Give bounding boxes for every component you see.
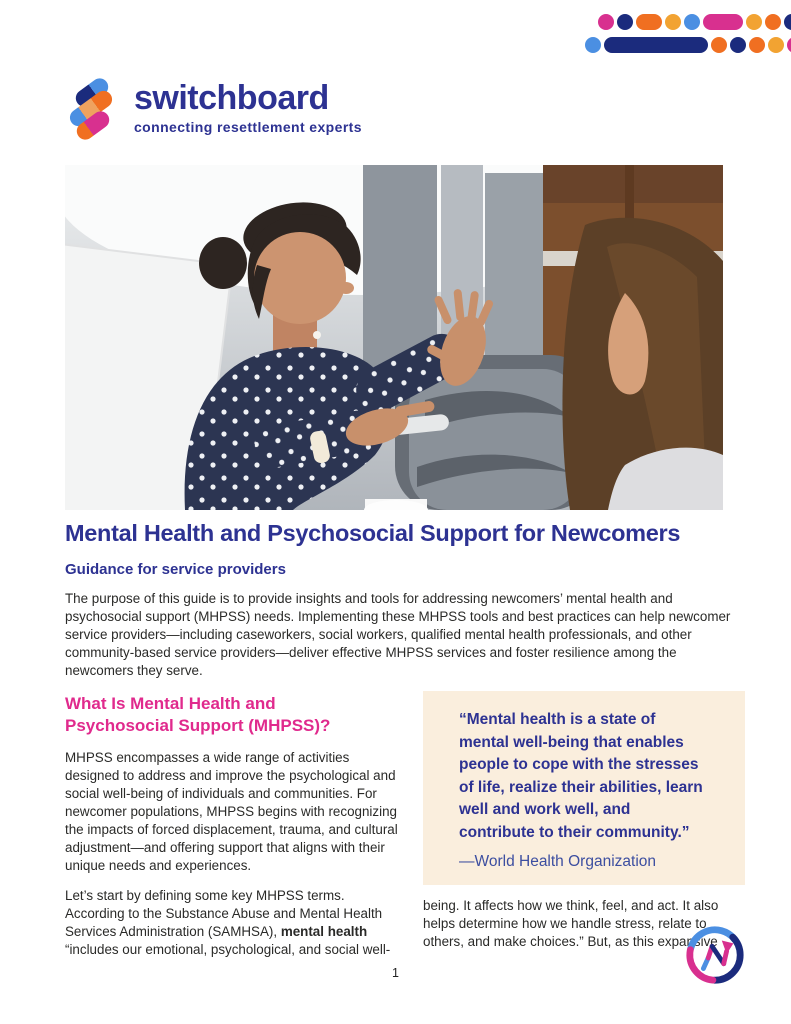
quote-text: “Mental health is a state of mental well-being that enables people to cope with the stresses of life, realize their abilities, learn well and work well, and contribute to their community.” — [459, 711, 703, 841]
quote-attribution: —World Health Organization — [459, 853, 656, 871]
decorative-dot — [585, 37, 601, 53]
decorative-dot — [703, 14, 743, 30]
decorative-dot — [749, 37, 765, 53]
dots-row-top — [598, 14, 791, 30]
decorative-dot — [765, 14, 781, 30]
right-column — [423, 691, 745, 951]
page-number: 1 — [392, 966, 399, 980]
switchboard-logo — [62, 77, 362, 139]
decorative-dot — [768, 37, 784, 53]
brand-name: switchboard — [134, 79, 329, 117]
compass-icon-svg — [684, 924, 746, 986]
left-column — [65, 691, 401, 971]
continuation-paragraph: being. It affects how we think, feel, and act. It also helps determine how we handle stress, relate to others, and make choices.” But, as this expansive — [423, 898, 719, 950]
section-paragraph-2 — [65, 887, 401, 959]
decorative-dot — [598, 14, 614, 30]
switchboard-logo-icon — [62, 77, 124, 139]
dots-row-bottom — [585, 37, 791, 53]
hero-photo-illustration — [65, 165, 723, 510]
decorative-dot — [617, 14, 633, 30]
decorative-dot — [787, 37, 791, 53]
decorative-dot — [636, 14, 662, 30]
paragraph-text: Let’s start by defining some key MHPSS terms. According to the Substance Abuse and Mental Health Services Administration (SAMHSA), — [65, 887, 383, 939]
brand-tagline: connecting resettlement experts — [134, 119, 362, 135]
decorative-dot — [784, 14, 791, 30]
decorative-dot — [746, 14, 762, 30]
brand-text — [134, 81, 362, 135]
intro-paragraph: The purpose of this guide is to provide insights and tools for addressing newcomers’ mental health and psychosocial support (MHPSS) needs. Implementing these MHPSS tools and best practices can help newcomer service providers—including caseworkers, social workers, qualified mental health professionals, and other community-based service providers—deliver effective MHPSS services and foster resilience among the newcomers they serve. — [65, 591, 731, 679]
decorative-dot — [604, 37, 708, 53]
paragraph-text: “includes our emotional, psychological, and social well- — [65, 941, 391, 957]
decorative-dots — [0, 14, 791, 70]
decorative-dot — [684, 14, 700, 30]
compass-logo-icon — [684, 924, 746, 986]
page-body — [65, 165, 745, 971]
photo-two-women-talking — [65, 165, 723, 510]
decorative-dot — [730, 37, 746, 53]
decorative-dot — [665, 14, 681, 30]
section-paragraph-1: MHPSS encompasses a wide range of activities designed to address and improve the psychological and social well-being of individuals and communities. For newcomer populations, MHPSS begins with recognizing the impacts of forced displacement, trauma, and cultural adjustment—and offering support that aligns with their unique needs and experiences. — [65, 749, 398, 873]
decorative-dot — [711, 37, 727, 53]
quote-box — [423, 691, 745, 885]
section-heading: What Is Mental Health and Psychosocial Support (MHPSS)? — [65, 694, 331, 736]
bold-term-mental-health: mental health — [280, 923, 368, 939]
page-subtitle: Guidance for service providers — [65, 561, 286, 579]
page-title: Mental Health and Psychosocial Support for Newcomers — [65, 520, 681, 546]
two-column-layout — [65, 691, 745, 971]
